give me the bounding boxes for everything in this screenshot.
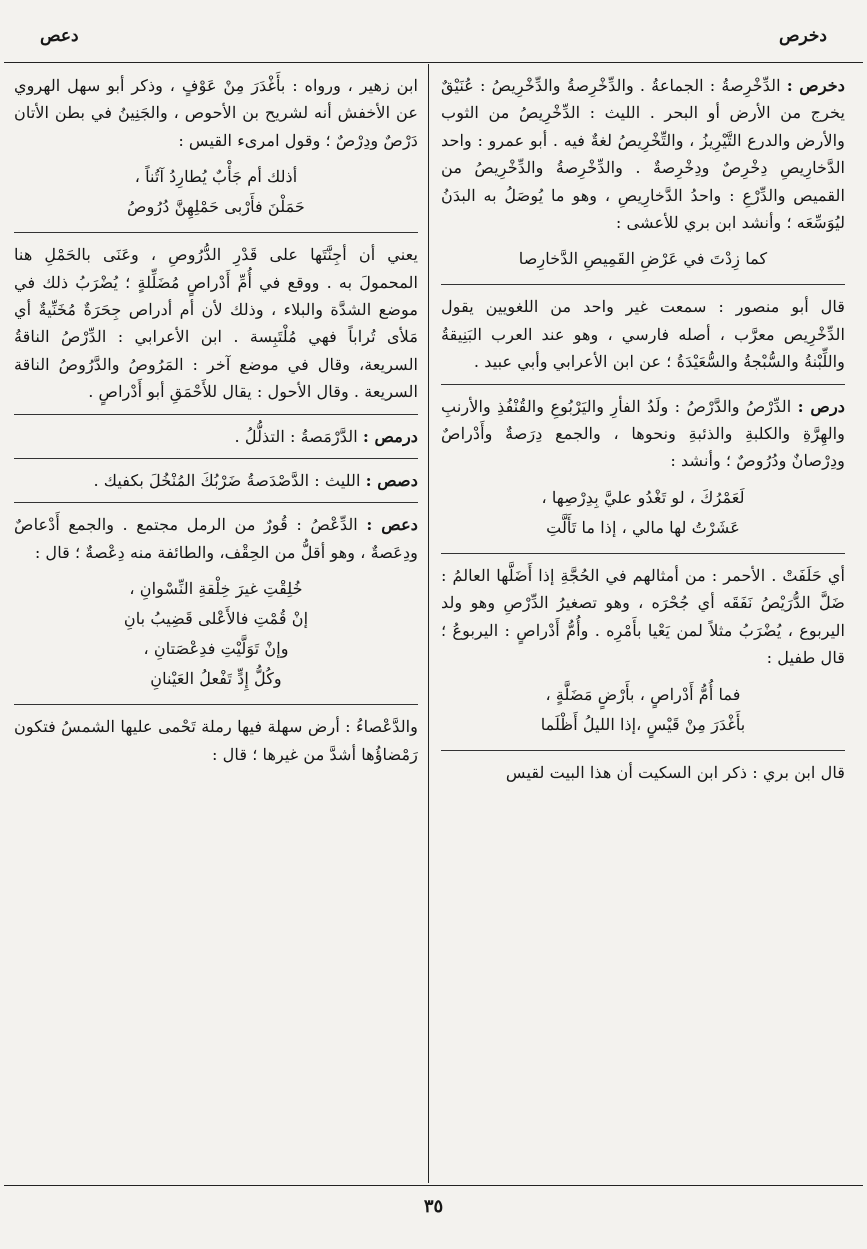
verse (14, 574, 418, 694)
verse-line: فما أُمُّ أَدْراصٍ ، بأَرْضٍ مَضَلَّةٍ ، (545, 684, 741, 704)
verse (14, 162, 418, 222)
entry-text (14, 511, 418, 566)
separator (14, 458, 418, 459)
page-number: ٣٥ (423, 1196, 444, 1217)
entry-text (14, 423, 418, 450)
verse-line: خُلِقْتِ غيرَ خِلْقةِ النِّسْوانِ ، (129, 579, 303, 599)
entry-body: ابن زهير ، ورواه : بأَغْدَرَ مِنْ عَوْفٍ ، وذكر أبو سهل الهروي عن الأخفش أنه لشريح بن الأحوص ، والجَنِينُ في بطن الأتان دَرْصٌ ودِرْصٌ ؛ وقول امرىء القيس : (14, 76, 418, 150)
verse-line: لَعَمْرُكَ ، لو تَغْدُو عليَّ بِدِرْصِها ، (541, 487, 745, 507)
running-head-left: دعص (40, 26, 79, 46)
entry-body: والدَّعْصاءُ : أرض سهلة فيها رملة تَحْمى عليها الشمسُ فتكون رَمْضاؤُها أشدَّ من غيرها ؛ قال : (14, 717, 418, 764)
right-column (441, 72, 845, 790)
entry-body: أي حَلَفَتْ . الأحمر : من أمثالهم في الحُجَّةِ إذا أَضَلَّها العالمُ : ضَلَّ الدُّرَيْصُ نَفَقَه أي جُحْرَه ، وهو تصغيرُ الدِّرْصِ وهو ولد اليربوع ، يُضْرَبُ مثلاً لمن يَعْيا بأَمْرِه . وأُمُّ أَدْراصٍ : اليربوعُ ؛ قال طفيل : (441, 565, 845, 668)
verse-line: أذلك أم جَأْبٌ يُطارِدُ آتُناً ، (134, 167, 298, 187)
verse (441, 680, 845, 740)
separator (14, 704, 418, 705)
page-header (40, 16, 827, 56)
header-rule (4, 62, 863, 63)
separator (441, 284, 845, 285)
entry-body: الدِّرْصُ والدَّرْصُ : ولَدُ الفأرِ واليَرْبُوعِ والقُنْفُذِ والأرنبِ والهِرَّةِ والكلبةِ والذئبةِ ونحوها ، والجمع دِرَصةٌ وأَدْراصٌ ودِرْصانٌ ودُرُوصٌ ؛ وأنشد : (441, 396, 845, 471)
entry-body: الدِّخْرِصةُ : الجماعةُ . والدِّخْرِصةُ والدِّخْرِيصُ : عُنَيْقٌ يخرج من الأرض أو البحر . الليث : الدِّخْرِيصُ من الثوب والأرض والدرع التَّيْرِيزُ ، والتِّخْرِيصُ لغةٌ فيه . أبو عمرو : واحد الدَّخارِيصِ دِخْرِصٌ ودِخْرِصةٌ . والدِّخْرِصةُ والدِّخْرِيصُ من القميص والدِّرْعِ : واحدُ الدَّخارِيصِ ، وهو ما يُوصَلُ به البدَنُ ليُوَسِّعَه ؛ وأنشد ابن بري للأعشى : (441, 76, 845, 233)
verse-line: وكُلُّ إِدٍّ تَفْعلُ العَيْنانِ (150, 669, 282, 689)
running-head-right: دخرص (778, 26, 827, 46)
entry-body: قال ابن بري : ذكر ابن السكيت أن هذا البيت لقيس (505, 762, 845, 782)
entry-body: يعني أن أجِنَّتَها على قَدْرِ الدُّرُوصِ ، وعَنَى بالحَمْلِ هنا المحمولَ به . ووقع في أُمِّ أَدْراصٍ مُضَلِّلةٍ ؛ يُضْرَبُ ذلك في موضع الشدَّة والبلاء ، وذلك لأن أم أدراص جِحَرَةٌ مُخَنِّيةٌ أي مَلأى تُراباً فهي مُلْتَبِسة . ابن الأعرابي : الدِّرْصُ الناقةُ السريعة، وقال في موضع آخر : المَرُوصُ والدَّرُوصُ الناقة السريعة . وقال الأحول : يقال للأَحْمَقِ أبو أَدْراصٍ . (14, 245, 418, 402)
separator (14, 414, 418, 415)
entry-text (441, 72, 845, 236)
headword: دصص : (365, 471, 418, 491)
entry-body: قال أبو منصور : سمعت غير واحد من اللغويين يقول الدِّخْرِيص معرَّب ، أصله فارسي ، وهو عند العرب البَنِيقةُ واللِّبْنةُ والسُّبْجةُ والسُّعَيْدَةُ ؛ عن ابن الأعرابي وأبي عبيد . (441, 297, 845, 372)
headword: درص : (797, 396, 845, 416)
entry-dars (441, 393, 845, 786)
entry-text (441, 393, 845, 475)
left-column (14, 72, 418, 772)
entry-body: الليث : الدَّصْدَصةُ ضَرْبُكَ المُنْخُلَ بكفيك . (93, 471, 361, 491)
separator (441, 553, 845, 554)
verse (441, 483, 845, 543)
entry-dasas (14, 467, 418, 494)
headword: دخرص : (786, 76, 846, 95)
entry-darmas (14, 423, 418, 450)
verse-line: حَمَلْنَ فأَرْبى حَمْلِهِنَّ دُرُوصُ (127, 197, 305, 217)
verse-line: كما زِدْتَ في عَرْضِ القَمِيصِ الدَّخارِصا (518, 249, 768, 269)
separator (14, 502, 418, 503)
verse-line: بأَغْدَرَ مِنْ قَيْسٍ ،إذا الليلُ أَظْلَما (540, 714, 746, 734)
verse-line: إنْ قُمْتِ فالأَعْلى قَضِيبُ بانِ (123, 609, 309, 629)
footer-rule (4, 1185, 863, 1186)
entry-text (14, 467, 418, 494)
verse (441, 244, 845, 274)
separator (441, 750, 845, 751)
column-divider (428, 64, 429, 1183)
entry-dars-continued (14, 72, 418, 406)
separator (441, 384, 845, 385)
entry-body: الدَّرْمَصةُ : التذلُّلُ . (234, 426, 358, 446)
verse-line: وإنْ تَوَلَّيْتِ فدِعْصَتانِ ، (143, 639, 289, 659)
entry-dakhras (441, 72, 845, 376)
headword: درمص : (362, 426, 418, 446)
separator (14, 232, 418, 233)
verse-line: عَشَرْتُ لها مالي ، إذا ما تَأَلَّتِ (546, 517, 740, 537)
headword: دعص : (366, 515, 419, 535)
entry-body: الدِّعْصُ : قُورٌ من الرمل مجتمع . والجمع أَدْعاصٌ ودِعَصةٌ ، وهو أقلُّ من الحِقْف، والطائفة منه دِعْصةٌ ؛ قال : (14, 515, 418, 562)
entry-da-s (14, 511, 418, 768)
